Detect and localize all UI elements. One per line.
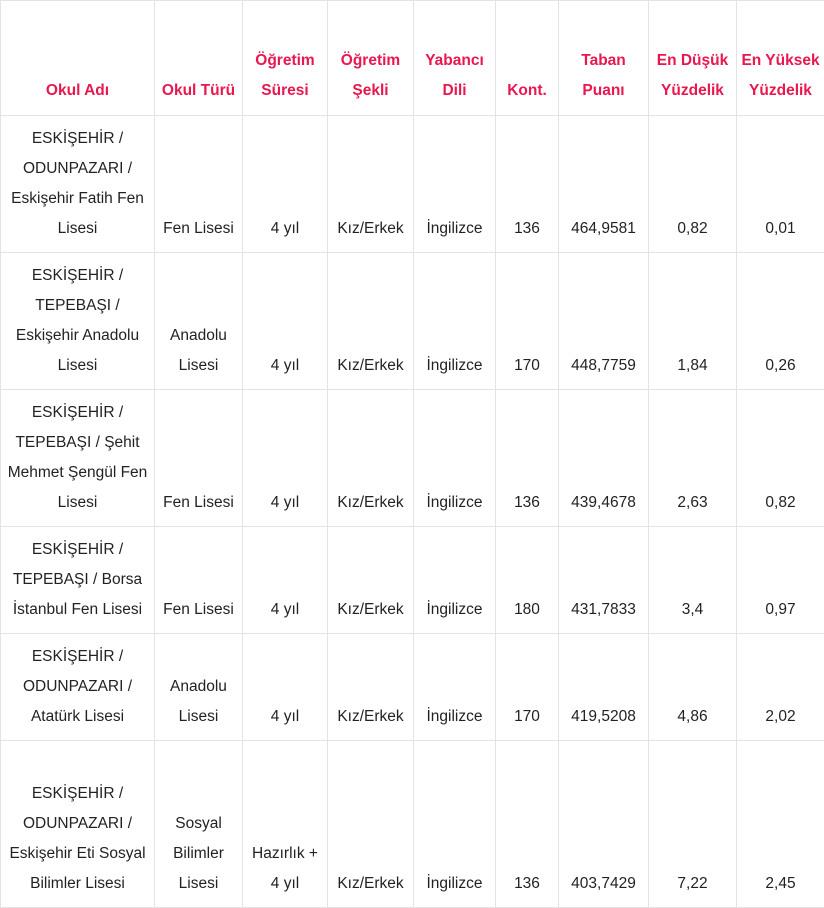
header-ogretim-suresi: Öğretim Süresi	[243, 1, 328, 116]
duration-cell: Hazırlık + 4 yıl	[243, 741, 328, 908]
school-name-cell: ESKİŞEHİR / ODUNPAZARI / Eskişehir Eti Sosyal Bilimler Lisesi	[1, 741, 155, 908]
max-percentile-cell: 0,97	[737, 527, 824, 634]
max-percentile-cell: 0,01	[737, 116, 824, 253]
quota-cell: 136	[496, 116, 559, 253]
min-percentile-cell: 7,22	[649, 741, 737, 908]
table-row	[1, 253, 824, 390]
language-cell: İngilizce	[414, 390, 496, 527]
duration-cell: 4 yıl	[243, 634, 328, 741]
language-cell: İngilizce	[414, 527, 496, 634]
base-score-cell: 439,4678	[559, 390, 649, 527]
header-taban-puani: Taban Puanı	[559, 1, 649, 116]
education-type-cell: Kız/Erkek	[328, 634, 414, 741]
language-cell: İngilizce	[414, 253, 496, 390]
quota-cell: 136	[496, 741, 559, 908]
max-percentile-cell: 0,26	[737, 253, 824, 390]
min-percentile-cell: 2,63	[649, 390, 737, 527]
min-percentile-cell: 3,4	[649, 527, 737, 634]
table-row	[1, 634, 824, 741]
quota-cell: 170	[496, 634, 559, 741]
table-row	[1, 527, 824, 634]
school-type-cell: Anadolu Lisesi	[155, 253, 243, 390]
education-type-cell: Kız/Erkek	[328, 390, 414, 527]
school-type-cell: Fen Lisesi	[155, 527, 243, 634]
duration-cell: 4 yıl	[243, 390, 328, 527]
quota-cell: 136	[496, 390, 559, 527]
min-percentile-cell: 4,86	[649, 634, 737, 741]
min-percentile-cell: 0,82	[649, 116, 737, 253]
language-cell: İngilizce	[414, 116, 496, 253]
school-type-cell: Sosyal Bilimler Lisesi	[155, 741, 243, 908]
school-name-cell: ESKİŞEHİR / ODUNPAZARI / Atatürk Lisesi	[1, 634, 155, 741]
education-type-cell: Kız/Erkek	[328, 116, 414, 253]
header-okul-turu: Okul Türü	[155, 1, 243, 116]
duration-cell: 4 yıl	[243, 253, 328, 390]
duration-cell: 4 yıl	[243, 116, 328, 253]
table-row	[1, 390, 824, 527]
base-score-cell: 464,9581	[559, 116, 649, 253]
base-score-cell: 431,7833	[559, 527, 649, 634]
header-row	[1, 1, 824, 116]
school-name-cell: ESKİŞEHİR / ODUNPAZARI / Eskişehir Fatih Fen Lisesi	[1, 116, 155, 253]
header-en-dusuk-yuzdelik: En Düşük Yüzdelik	[649, 1, 737, 116]
table-row	[1, 116, 824, 253]
school-name-cell: ESKİŞEHİR / TEPEBAŞI / Borsa İstanbul Fen Lisesi	[1, 527, 155, 634]
duration-cell: 4 yıl	[243, 527, 328, 634]
base-score-cell: 448,7759	[559, 253, 649, 390]
school-type-cell: Fen Lisesi	[155, 116, 243, 253]
education-type-cell: Kız/Erkek	[328, 741, 414, 908]
max-percentile-cell: 2,45	[737, 741, 824, 908]
base-score-cell: 403,7429	[559, 741, 649, 908]
header-ogretim-sekli: Öğretim Şekli	[328, 1, 414, 116]
max-percentile-cell: 2,02	[737, 634, 824, 741]
language-cell: İngilizce	[414, 741, 496, 908]
header-en-yuksek-yuzdelik: En Yüksek Yüzdelik	[737, 1, 824, 116]
school-name-cell: ESKİŞEHİR / TEPEBAŞI / Şehit Mehmet Şengül Fen Lisesi	[1, 390, 155, 527]
max-percentile-cell: 0,82	[737, 390, 824, 527]
base-score-cell: 419,5208	[559, 634, 649, 741]
school-type-cell: Fen Lisesi	[155, 390, 243, 527]
school-name-cell: ESKİŞEHİR / TEPEBAŞI / Eskişehir Anadolu Lisesi	[1, 253, 155, 390]
education-type-cell: Kız/Erkek	[328, 527, 414, 634]
school-type-cell: Anadolu Lisesi	[155, 634, 243, 741]
header-okul-adi: Okul Adı	[1, 1, 155, 116]
min-percentile-cell: 1,84	[649, 253, 737, 390]
education-type-cell: Kız/Erkek	[328, 253, 414, 390]
quota-cell: 180	[496, 527, 559, 634]
quota-cell: 170	[496, 253, 559, 390]
header-kont: Kont.	[496, 1, 559, 116]
header-yabanci-dili: Yabancı Dili	[414, 1, 496, 116]
language-cell: İngilizce	[414, 634, 496, 741]
table-row	[1, 741, 824, 908]
